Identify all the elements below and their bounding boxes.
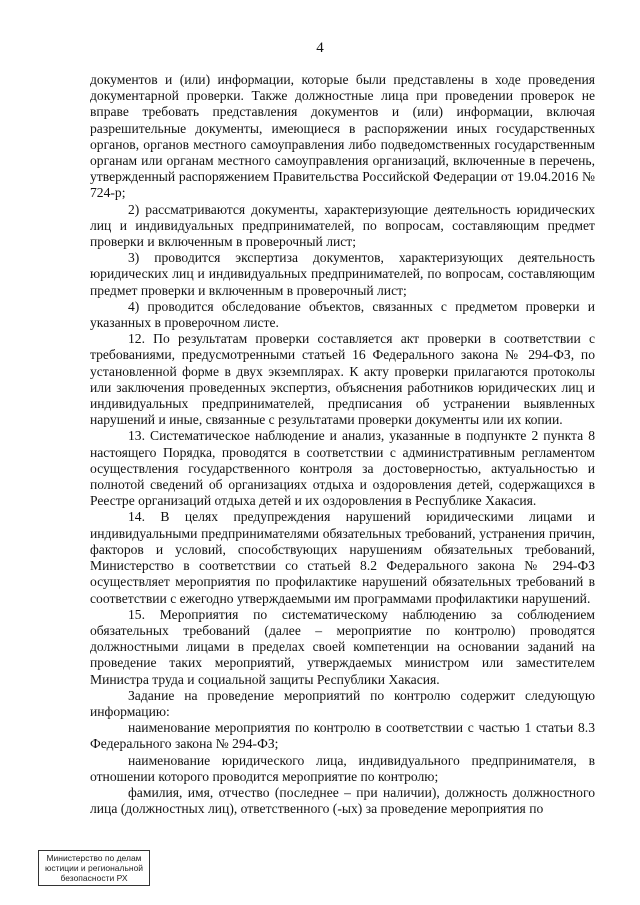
paragraph: 3) проводится экспертиза документов, характеризующих деятельность юридических лиц и индивидуальных предпринимателей, по вопросам, составляющим предмет проверки и включенным в проверочный лист; bbox=[90, 250, 595, 298]
paragraph: Задание на проведение мероприятий по контролю содержит следующую информацию: bbox=[90, 687, 595, 719]
document-body bbox=[90, 72, 595, 817]
paragraph: документов и (или) информации, которые были представлены в ходе проведения документарной проверки. Также должностные лица при проведении проверок не вправе требовать представления документов и (или) информации, включая разрешительные документы, имеющиеся в распоряжении иных государственных органов, органов местного самоуправления либо подведомственных государственным органам или органам местного самоуправления организаций, включенные в перечень, утвержденный распоряжением Правительства Российской Федерации от 19.04.2016 № 724-р; bbox=[90, 72, 595, 201]
ministry-stamp bbox=[38, 850, 150, 886]
page-number: 4 bbox=[316, 40, 324, 56]
paragraph: фамилия, имя, отчество (последнее – при наличии), должность должностного лица (должностных лиц), ответственного (-ых) за проведение мероприятия по bbox=[90, 784, 595, 817]
paragraph: наименование мероприятия по контролю в соответствии с частью 1 статьи 8.3 Федерального закона № 294-ФЗ; bbox=[90, 720, 595, 752]
paragraph: наименование юридического лица, индивидуального предпринимателя, в отношении которого проводится мероприятие по контролю; bbox=[90, 752, 595, 784]
paragraph: 15. Мероприятия по систематическому наблюдению за соблюдением обязательных требований (далее – мероприятие по контролю) проводятся должностными лицами в пределах своей компетенции на основании заданий на проведение таких мероприятий, утверждаемых министром или заместителем Министра труда и социальной защиты Республики Хакасия. bbox=[90, 606, 595, 687]
stamp-line: юстиции и региональной bbox=[44, 863, 144, 873]
paragraph: 4) проводится обследование объектов, связанных с предметом проверки и указанных в проверочном листе. bbox=[90, 298, 595, 331]
paragraph: 12. По результатам проверки составляется акт проверки в соответствии с требованиями, предусмотренными статьей 16 Федерального закона № 294-ФЗ, по установленной форме в двух экземплярах. К акту проверки прилагаются протоколы или заключения проведенных экспертиз, объяснения работников юридических лиц и индивидуальных предпринимателей, предписания об устранении выявленных нарушений и иные, связанные с результатами проверки документы или их копии. bbox=[90, 331, 595, 428]
paragraph: 2) рассматриваются документы, характеризующие деятельность юридических лиц и индивидуальных предпринимателей, по вопросам, составляющим предмет проверки и включенным в проверочный лист; bbox=[90, 201, 595, 250]
paragraph: 14. В целях предупреждения нарушений юридическими лицами и индивидуальными предпринимателями обязательных требований, устранения причин, факторов и условий, способствующих нарушениям обязательных требований, Министерство в соответствии со статьей 8.2 Федерального закона № 294-ФЗ осуществляет мероприятия по профилактике нарушений обязательных требований в соответствии с ежегодно утверждаемыми им программами профилактики нарушений. bbox=[90, 509, 595, 606]
paragraph: 13. Систематическое наблюдение и анализ, указанные в подпункте 2 пункта 8 настоящего Порядка, проводятся в соответствии с административным регламентом осуществления государственного контроля за достоверностью, актуальностью и полнотой сведений об организациях отдыха и оздоровления детей, содержащихся в Реестре организаций отдыха детей и их оздоровления в Республике Хакасия. bbox=[90, 428, 595, 509]
stamp-line: Министерство по делам bbox=[46, 853, 142, 863]
stamp-line: безопасности РХ bbox=[60, 873, 128, 883]
